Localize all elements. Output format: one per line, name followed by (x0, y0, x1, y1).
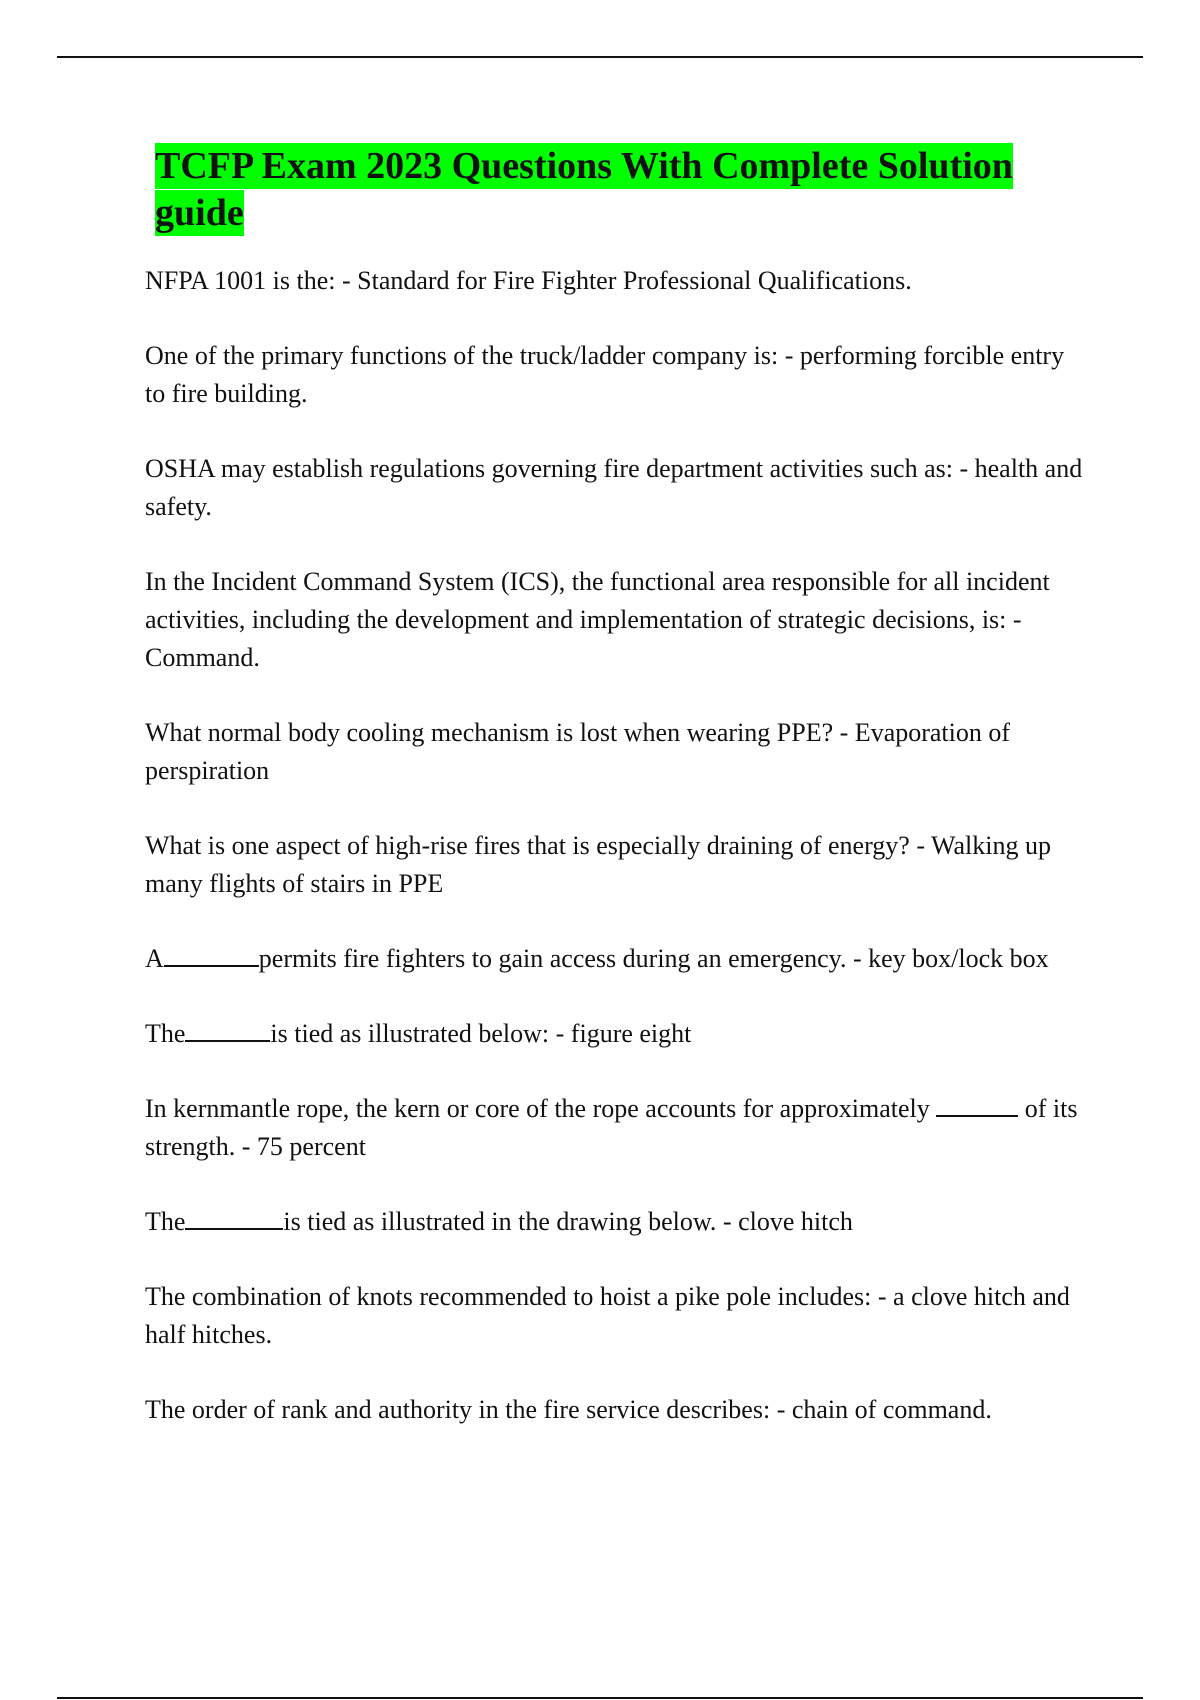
question-item: OSHA may establish regulations governing fire department activities such as: - health and safety. (145, 454, 1083, 521)
question-text-after: is tied as illustrated below: - figure eight (270, 1019, 692, 1048)
question-item: NFPA 1001 is the: - Standard for Fire Fighter Professional Qualifications. (145, 266, 912, 295)
question-item: The order of rank and authority in the fire service describes: - chain of command. (145, 1395, 992, 1424)
question-text-after: permits fire fighters to gain access during an emergency. - key box/lock box (258, 944, 1049, 973)
top-rule (57, 56, 1143, 58)
question-text-before: In kernmantle rope, the kern or core of the rope accounts for approximately (145, 1094, 937, 1123)
question-item (145, 1015, 1090, 1053)
question-item (145, 1203, 1090, 1241)
question-item: The combination of knots recommended to hoist a pike pole includes: - a clove hitch and half hitches. (145, 1282, 1070, 1349)
question-item: What is one aspect of high-rise fires that is especially draining of energy? - Walking up many flights of stairs in PPE (145, 831, 1051, 898)
document-title (155, 143, 1090, 237)
fill-in-blank (936, 1093, 1018, 1117)
fill-in-blank (164, 943, 259, 967)
question-text-after: of its strength. - 75 percent (145, 1094, 1078, 1161)
question-item: One of the primary functions of the truck/ladder company is: - performing forcible entry to fire building. (145, 341, 1065, 408)
bottom-rule (57, 1697, 1143, 1699)
question-list (145, 262, 1090, 1466)
question-item (145, 940, 1090, 978)
question-text-before: A (145, 944, 164, 973)
question-text-before: The (145, 1019, 186, 1048)
question-item: In the Incident Command System (ICS), the functional area responsible for all incident activities, including the development and implementation of strategic decisions, is: - Command. (145, 567, 1050, 672)
fill-in-blank (185, 1206, 283, 1230)
title-highlight: TCFP Exam 2023 Questions With Complete Solution guide (155, 145, 1013, 234)
question-text-after: is tied as illustrated in the drawing below. - clove hitch (283, 1207, 853, 1236)
fill-in-blank (185, 1018, 270, 1042)
question-item (145, 1090, 1090, 1166)
question-text-before: The (145, 1207, 186, 1236)
question-item: What normal body cooling mechanism is lost when wearing PPE? - Evaporation of perspiration (145, 718, 1011, 785)
